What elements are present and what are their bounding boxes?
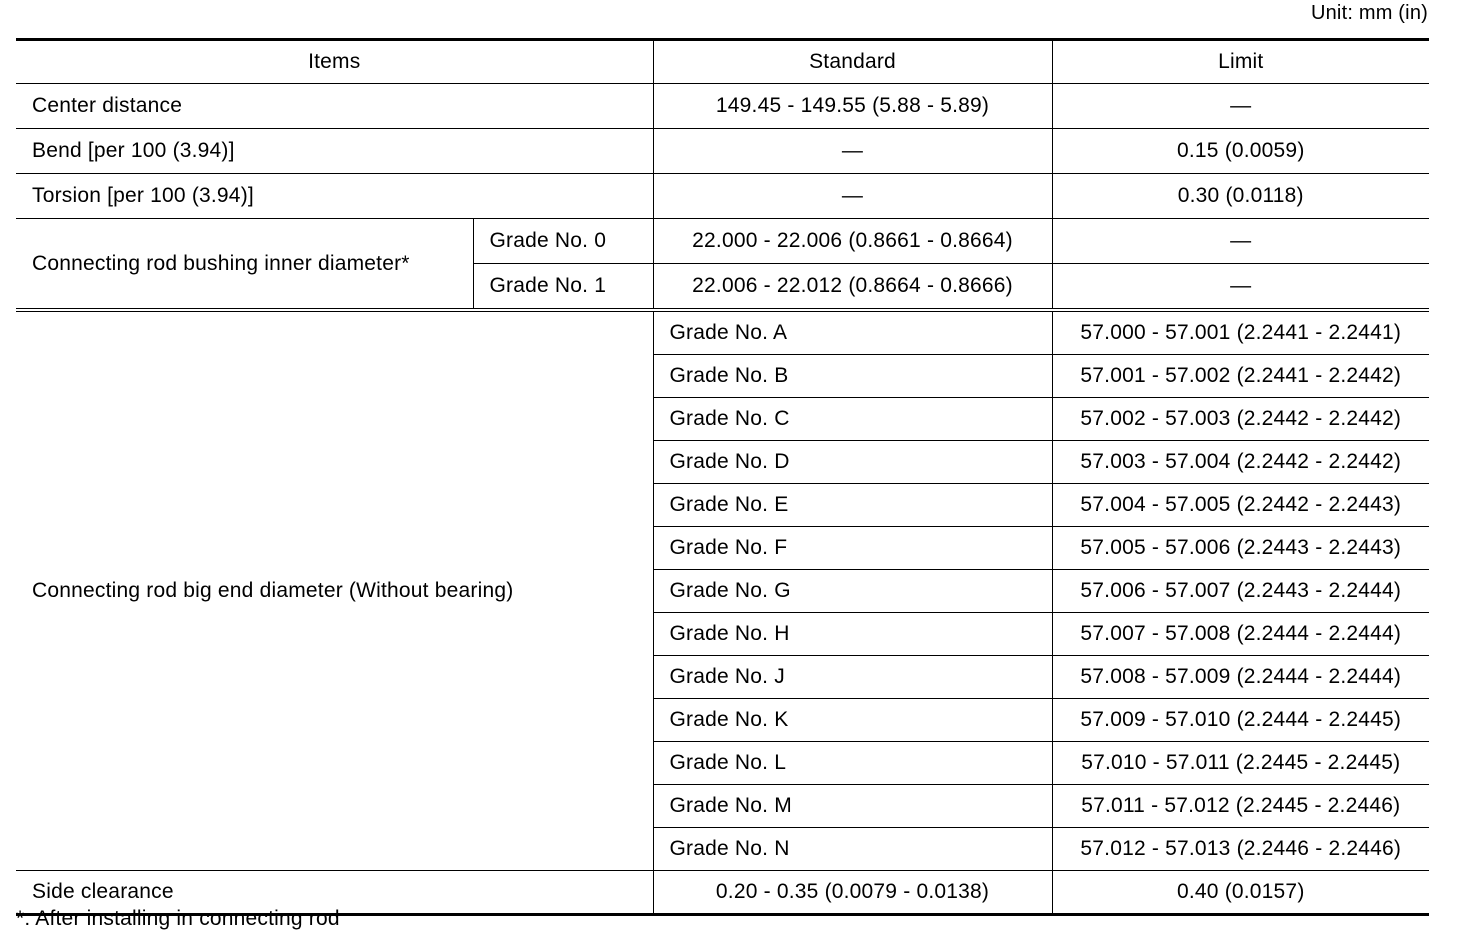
big-end-grade-value: 57.008 - 57.009 (2.2444 - 2.2444) [1052,656,1429,699]
header-standard: Standard [653,40,1052,84]
header-items: Items [16,40,653,84]
big-end-grade-label: Grade No. N [653,828,1052,871]
table-row [16,174,1429,219]
table-row [16,84,1429,129]
big-end-grade-label: Grade No. K [653,699,1052,742]
big-end-grade-label: Grade No. B [653,355,1052,398]
table-row [16,129,1429,174]
big-end-grade-value: 57.003 - 57.004 (2.2442 - 2.2442) [1052,441,1429,484]
connecting-rod-spec-table [16,38,1429,916]
standard-side-clearance: 0.20 - 0.35 (0.0079 - 0.0138) [653,871,1052,915]
standard-center-distance: 149.45 - 149.55 (5.88 - 5.89) [653,84,1052,129]
big-end-grade-label: Grade No. E [653,484,1052,527]
big-end-grade-label: Grade No. M [653,785,1052,828]
item-torsion: Torsion [per 100 (3.94)] [16,174,653,219]
big-end-grade-value: 57.012 - 57.013 (2.2446 - 2.2446) [1052,828,1429,871]
bushing-grade-limit: — [1052,219,1429,264]
footnote: *: After installing in connecting rod [16,907,340,930]
item-bushing-inner-diameter: Connecting rod bushing inner diameter* [16,219,473,311]
limit-center-distance: — [1052,84,1429,129]
standard-torsion: — [653,174,1052,219]
table-row [16,310,1429,355]
big-end-grade-label: Grade No. L [653,742,1052,785]
header-limit: Limit [1052,40,1429,84]
big-end-grade-label: Grade No. A [653,310,1052,355]
big-end-grade-label: Grade No. J [653,656,1052,699]
big-end-grade-value: 57.004 - 57.005 (2.2442 - 2.2443) [1052,484,1429,527]
limit-side-clearance: 0.40 (0.0157) [1052,871,1429,915]
item-bend: Bend [per 100 (3.94)] [16,129,653,174]
bushing-grade-standard: 22.000 - 22.006 (0.8661 - 0.8664) [653,219,1052,264]
big-end-grade-label: Grade No. D [653,441,1052,484]
item-big-end-diameter: Connecting rod big end diameter (Without bearing) [16,310,653,871]
big-end-grade-value: 57.010 - 57.011 (2.2445 - 2.2445) [1052,742,1429,785]
big-end-grade-value: 57.001 - 57.002 (2.2441 - 2.2442) [1052,355,1429,398]
standard-bend: — [653,129,1052,174]
big-end-grade-value: 57.009 - 57.010 (2.2444 - 2.2445) [1052,699,1429,742]
bushing-grade-label: Grade No. 0 [473,219,653,264]
bushing-grade-standard: 22.006 - 22.012 (0.8664 - 0.8666) [653,264,1052,311]
big-end-grade-label: Grade No. C [653,398,1052,441]
bushing-grade-limit: — [1052,264,1429,311]
big-end-grade-value: 57.000 - 57.001 (2.2441 - 2.2441) [1052,310,1429,355]
item-side-clearance: Side clearance [16,871,653,915]
big-end-grade-value: 57.006 - 57.007 (2.2443 - 2.2444) [1052,570,1429,613]
big-end-grade-value: 57.005 - 57.006 (2.2443 - 2.2443) [1052,527,1429,570]
unit-note: Unit: mm (in) [1310,2,1428,24]
big-end-grade-label: Grade No. H [653,613,1052,656]
big-end-grade-value: 57.002 - 57.003 (2.2442 - 2.2442) [1052,398,1429,441]
limit-torsion: 0.30 (0.0118) [1052,174,1429,219]
big-end-grade-value: 57.011 - 57.012 (2.2445 - 2.2446) [1052,785,1429,828]
big-end-grade-value: 57.007 - 57.008 (2.2444 - 2.2444) [1052,613,1429,656]
big-end-grade-label: Grade No. F [653,527,1052,570]
table-row [16,219,1429,264]
big-end-grade-label: Grade No. G [653,570,1052,613]
limit-bend: 0.15 (0.0059) [1052,129,1429,174]
item-center-distance: Center distance [16,84,653,129]
table-header-row [16,40,1429,84]
bushing-grade-label: Grade No. 1 [473,264,653,311]
